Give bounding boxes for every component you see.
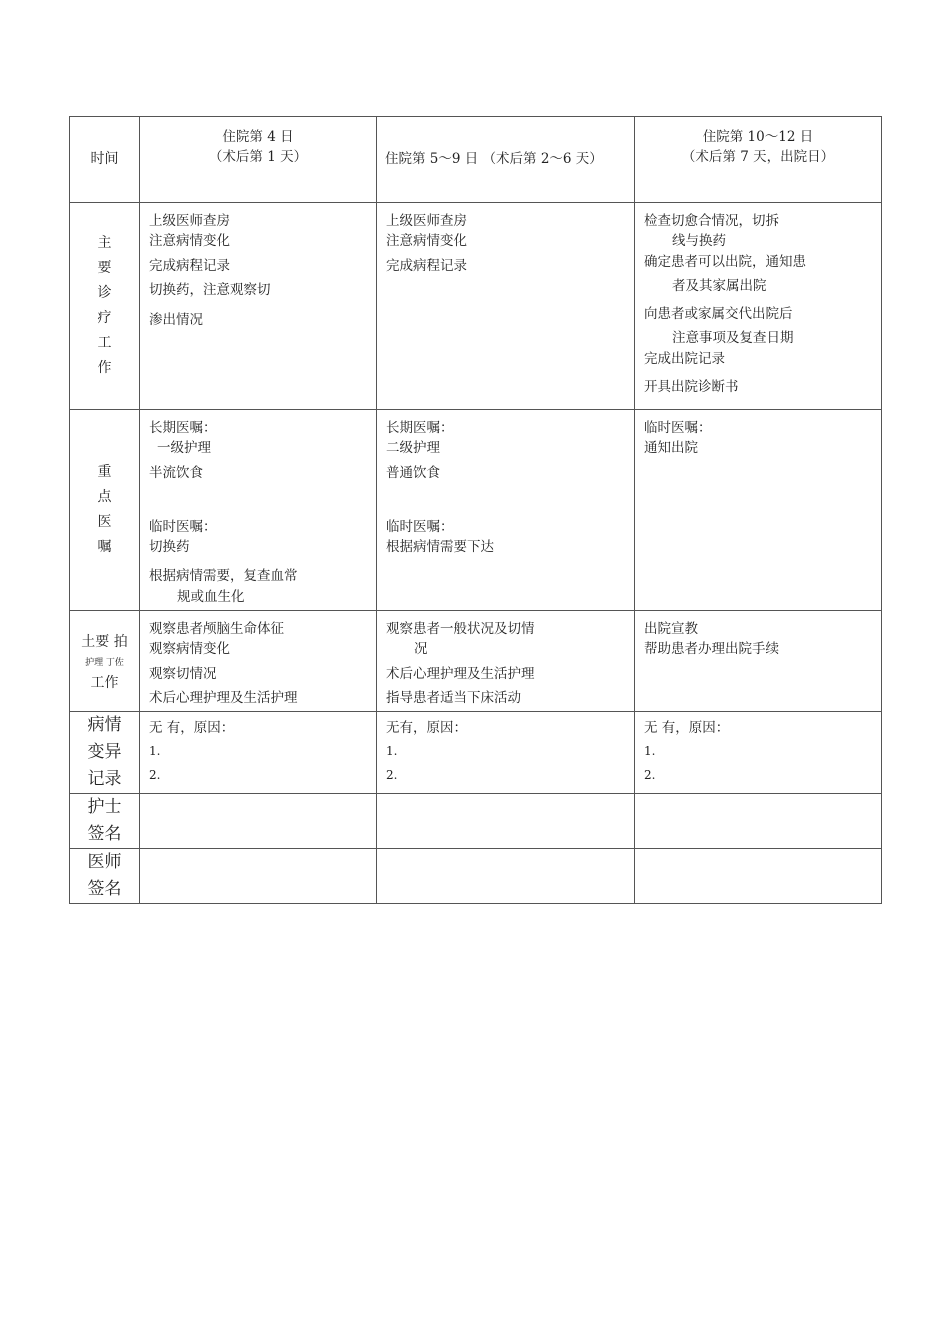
variance-label: 病情 变异 记录 — [70, 712, 140, 794]
doctor-sign-day4 — [140, 849, 377, 904]
doctor-sign-day5-9 — [377, 849, 635, 904]
header-day5-9-line: 住院第 5〜9 日 （术后第 2〜6 天） — [385, 151, 603, 167]
header-time: 时间 — [70, 117, 140, 203]
header-row — [70, 117, 882, 203]
diagnosis-day10-12: 检查切愈合情况，切拆 线与换药 确定患者可以出院，通知患 者及其家属出院 向患者或家属交代出院后 注意事项及复查日期 完成出院记录 开具出院诊断书 — [635, 203, 882, 410]
orders-day4: 长期医嘱： 一级护理 半流饮食 临时医嘱： 切换药 根据病情需要，复查血常 规或血生化 — [140, 410, 377, 611]
nurse-sign-day4 — [140, 794, 377, 849]
nursing-day4: 观察患者颅脑生命体征 观察病情变化 观察切情况 术后心理护理及生活护理 — [140, 611, 377, 712]
diagnosis-day5-9: 上级医师查房 注意病情变化 完成病程记录 — [377, 203, 635, 410]
header-day10-12-line1: 住院第 10〜12 日 — [702, 129, 814, 145]
doctor-sign-row — [70, 849, 882, 904]
orders-label: 重 点 医 嘱 — [70, 410, 140, 611]
variance-day4: 无 有，原因： 1. 2. — [140, 712, 377, 794]
nurse-sign-day10-12 — [635, 794, 882, 849]
nursing-row — [70, 611, 882, 712]
header-day5-9 — [377, 117, 635, 203]
variance-day10-12: 无 有，原因： 1. 2. — [635, 712, 882, 794]
nurse-sign-label: 护士 签名 — [70, 794, 140, 849]
nursing-label: 土要 拍 护理 丁佐 工作 — [70, 611, 140, 712]
doctor-sign-day10-12 — [635, 849, 882, 904]
doctor-sign-label: 医师 签名 — [70, 849, 140, 904]
variance-day5-9: 无有，原因： 1. 2. — [377, 712, 635, 794]
header-day4 — [140, 117, 377, 203]
orders-day5-9: 长期医嘱： 二级护理 普通饮食 临时医嘱： 根据病情需要下达 — [377, 410, 635, 611]
header-day10-12 — [635, 117, 882, 203]
header-day4-line1: 住院第 4 日 — [222, 129, 294, 145]
diagnosis-row — [70, 203, 882, 410]
header-day4-line2: （术后第 1 天） — [208, 149, 308, 166]
diagnosis-label: 主 要 诊 疗 工 作 — [70, 203, 140, 410]
variance-row — [70, 712, 882, 794]
nurse-sign-row — [70, 794, 882, 849]
nursing-day5-9: 观察患者一般状况及切情 况 术后心理护理及生活护理 指导患者适当下床活动 — [377, 611, 635, 712]
clinical-pathway-table — [69, 116, 882, 904]
nursing-day10-12: 出院宣教 帮助患者办理出院手续 — [635, 611, 882, 712]
nurse-sign-day5-9 — [377, 794, 635, 849]
diagnosis-day4: 上级医师查房 注意病情变化 完成病程记录 切换药，注意观察切 渗出情况 — [140, 203, 377, 410]
header-day10-12-line2: （术后第 7 天，出院日） — [681, 149, 835, 166]
orders-day10-12: 临时医嘱： 通知出院 — [635, 410, 882, 611]
orders-row — [70, 410, 882, 611]
